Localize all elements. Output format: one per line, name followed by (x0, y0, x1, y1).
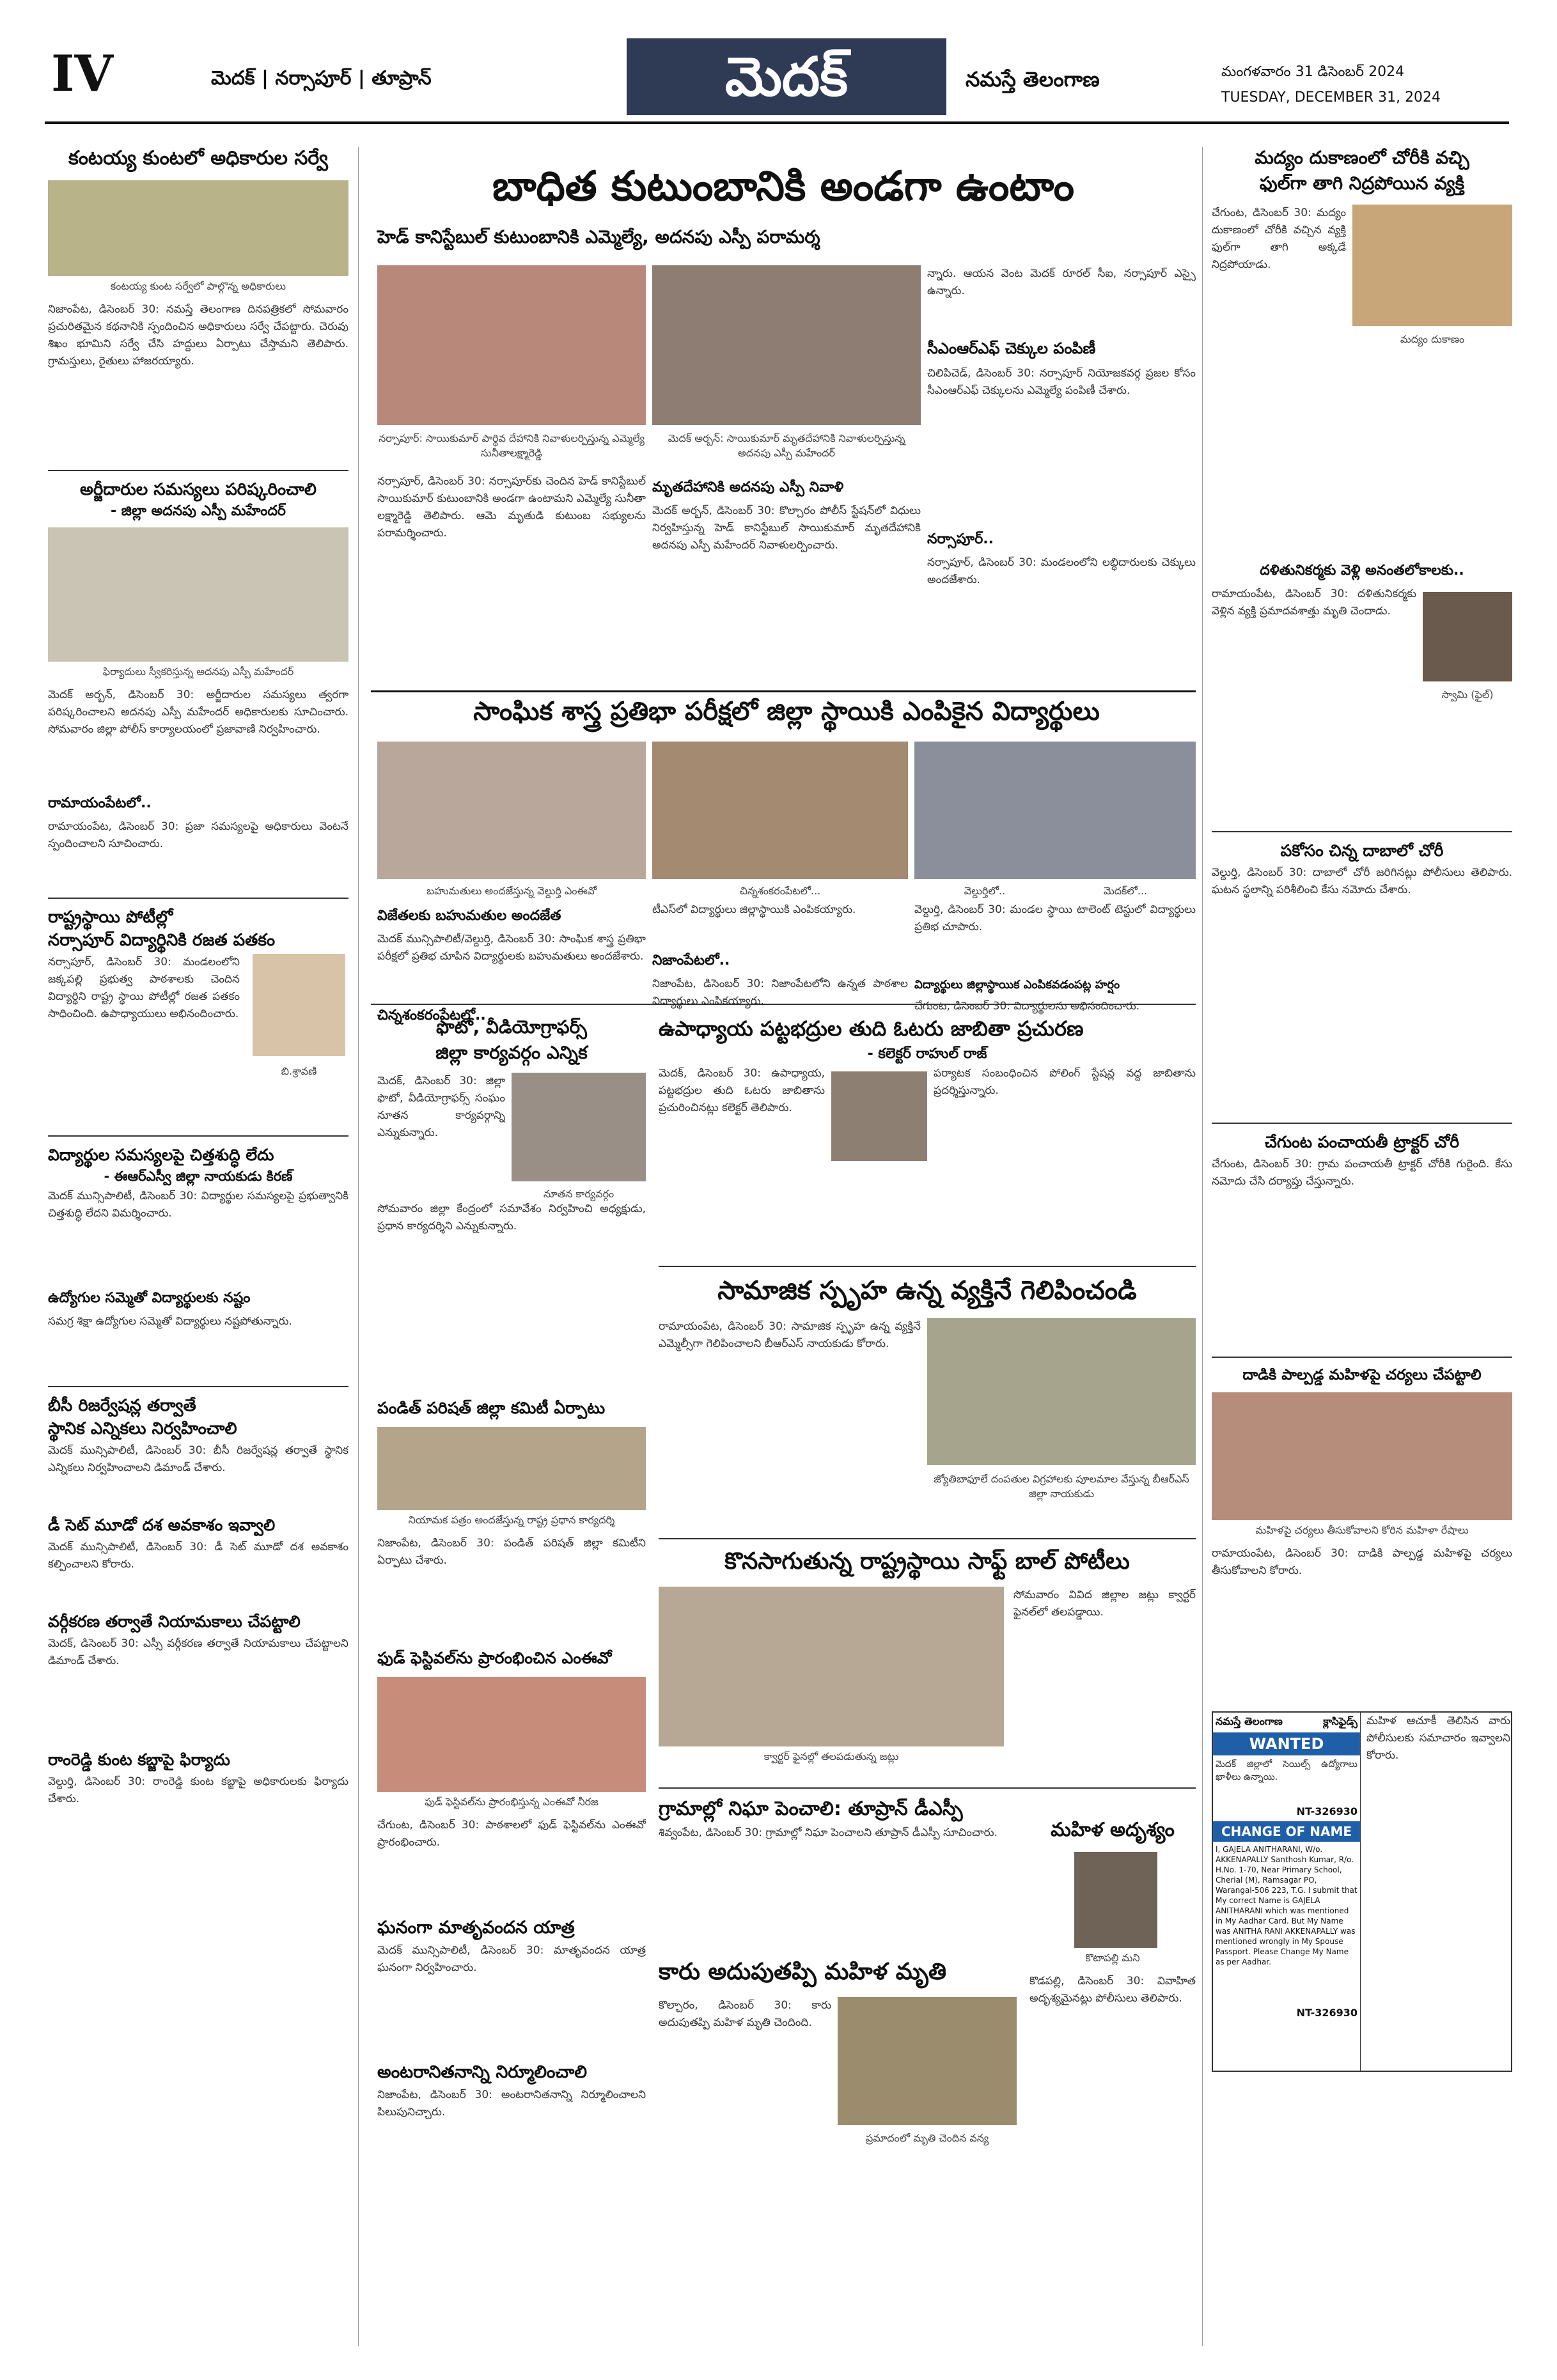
ad-brand: నమస్తే తెలంగాణ (1216, 1715, 1283, 1727)
ad-phone: NT-326930 (1296, 1805, 1357, 1817)
date-english: TUESDAY, DECEMBER 31, 2024 (1221, 89, 1441, 105)
article-headline: వర్గీకరణ తర్వాతే నియామకాలు చేపట్టాలి (48, 1612, 301, 1631)
liquor-shop-photo (1352, 205, 1512, 326)
article-body: సమగ్ర శిక్షా ఉద్యోగుల సమ్మెతో విద్యార్థులు నష్టపోతున్నారు. (48, 1315, 292, 1328)
article-body: నిజాంపేట, డిసెంబర్ 30: అంటరానితనాన్ని నిర్మూలించాలని పిలుపునిచ్చారు. (377, 2088, 646, 2119)
article-body: కొడపల్లి, డిసెంబర్ 30: వివాహిత అదృశ్యమైనట్లు పోలీసులు తెలిపారు. (1029, 1975, 1196, 2005)
article-headline: పండిత్ పరిషత్ జిల్లా కమిటీ ఏర్పాటు (377, 1399, 606, 1417)
ad-change-text: I, GAJELA ANITHARANI, W/o. AKKENAPALLY Santhosh Kumar, R/o. H.No. 1-70, Near Primary School, Cherial (M), Ramsagar PO, Warangal-506 223, T.G. I submit that My correct Name is GAJELA ANITHARANI which was mentioned in My Aadhar Card. But My Name was ANITHA RANI AKKENAPALLY was mentioned wrongly in My Spouse Passport. Please Change My Name as per Aadhar. (1216, 1845, 1357, 1966)
article-byline: - జిల్లా అదనపు ఎస్పీ మహేందర్ (111, 503, 286, 519)
photo-caption: బహుమతులు అందజేస్తున్న వెల్దుర్తి ఎంఈవో (426, 885, 597, 897)
center-top (371, 163, 1196, 258)
article-body: చేగుంట, డిసెంబర్ 30: విద్యార్థులను అభినందించారు. (914, 1000, 1140, 1013)
article-body: మెదక్, డిసెంబర్ 30: జిల్లా ఫొటో, వీడియోగ్రాఫర్స్ సంఘం నూతన కార్యవర్గాన్ని ఎన్నుకున్నారు. (377, 1075, 505, 1139)
photo-caption: ప్రమాదంలో మృతి చెందిన వన్య (865, 2132, 989, 2144)
article-headline: నర్సాపూర్ విద్యార్థినికి రజత పతకం (48, 931, 276, 950)
photo-caption: కంటయ్య కుంట సర్వేలో పాల్గొన్న అధికారులు (110, 280, 286, 292)
article-headline: ఉపాధ్యాయ పట్టభద్రుల తుది ఓటరు జాబితా ప్రచురణ (659, 1016, 1084, 1041)
article-byline: - ఈఆర్ఎస్వీ జిల్లా నాయకుడు కిరణ్ (104, 1169, 293, 1184)
article-body: వెల్దుర్తి, డిసెంబర్ 30: దాబాలో చోరీ జరిగినట్లు పోలీసులు తెలిపారు. ఘటన స్థలాన్ని పరిశీలించి కేసు నమోదు చేశారు. (1212, 866, 1512, 896)
photo-caption: నూతన కార్యవర్గం (543, 1188, 614, 1200)
lead-headline: బాధిత కుటుంబానికి అండగా ఉంటాం (492, 163, 1075, 210)
ad-body: మెదక్ జిల్లాలో సెయిల్స్ ఉద్యోగాలు ఖాళీలు ఉన్నాయి. (1216, 1759, 1357, 1782)
photo-caption: చిన్నశంకరంపేటలో... (739, 885, 821, 897)
article-body: మెదక్ మున్సిపాలిటీ, డిసెంబర్ 30: డీ సెట్ మూడో దశ అవకాశం కల్పించాలని కోరారు. (48, 1541, 348, 1571)
column-divider (1202, 147, 1203, 2346)
article-body: నిజాంపేట, డిసెంబర్ 30: పండిత్ పరిషత్ జిల్లా కమిటీని ఏర్పాటు చేశారు. (377, 1537, 646, 1567)
article-headline: రాష్ట్రస్థాయి పోటీల్లో (48, 908, 173, 927)
ad-change-of-name: CHANGE OF NAME (1213, 1821, 1360, 1842)
missing-woman-photo (1074, 1852, 1157, 1948)
newspaper-brand: నమస్తే తెలంగాణ (966, 67, 1100, 91)
article-headline: కంటయ్య కుంటలో అధికారుల సర్వే (68, 147, 328, 169)
section-subhead: విజేతలకు బహుమతుల అందజేత (377, 908, 561, 924)
committee-photo (512, 1073, 646, 1181)
article-body: చేగుంట, డిసెంబర్ 30: పాఠశాలలో ఫుడ్ ఫెస్టివల్‌ను ఎంఈవో ప్రారంభించారు. (377, 1819, 646, 1849)
article-body: టీఎస్‌లో విద్యార్థులు జిల్లాస్థాయికి ఎంపికయ్యారు. (652, 903, 856, 916)
article-body: మహిళ ఆచూకీ తెలిసిన వారు పోలీసులకు సమాచారం ఇవ్వాలని కోరారు. (1366, 1715, 1510, 1762)
photo-caption: నియామక పత్రం అందజేస్తున్న రాష్ట్ర ప్రధాన కార్యదర్శి (408, 1514, 615, 1526)
statue-photo (927, 1318, 1196, 1465)
article-body: శివ్వంపేట, డిసెంబర్ 30: గ్రామాల్లో నిఘా పెంచాలని తూప్రాన్ డీఎస్పీ సూచించారు. (659, 1826, 998, 1839)
photo-caption: బి.శ్రావణి (281, 1065, 317, 1077)
article-headline: ఫుడ్ ఫెస్టివల్‌ను ప్రారంభించిన ఎంఈవో (377, 1649, 612, 1667)
ad-tag: క్లాసిఫైడ్స్ (1323, 1715, 1357, 1727)
date-telugu: మంగళవారం 31 డిసెంబర్ 2024 (1221, 64, 1405, 80)
article-headline: ఘనంగా మాతృవందన యాత్ర (377, 1918, 575, 1938)
women-protest-photo (1212, 1392, 1512, 1520)
article-body: నర్సాపూర్, డిసెంబర్ 30: నర్సాపూర్‌కు చెందిన హెడ్ కానిస్టేబుల్ సాయికుమార్ కుటుంబానికి అండగా ఉంటామని ఎమ్మెల్యే సునీతా లక్ష్మారెడ్డి తెలిపారు. ఆమె మృతుడి కుటుంబ సభ్యులను పరామర్శించారు. (377, 475, 646, 540)
article-body: నిజాంపేట, డిసెంబర్ 30: నమస్తే తెలంగాణ దినపత్రికలో సోమవారం ప్రచురితమైన కథనానికి స్పందించిన అధికారులు సర్వే చేపట్టారు. చెరువు శిఖం భూమిని సర్వే చేసి హద్దులు ఏర్పాటు చేస్తామని తెలిపారు. గ్రామస్తులు, రైతులు హాజరయ్యారు. (48, 303, 348, 368)
section-headline: సాంఘిక శాస్త్ర ప్రతిభా పరీక్షలో జిల్లా స్థాయికి ఎంపికైన విద్యార్థులు (473, 697, 1100, 726)
article-body: మెదక్, డిసెంబర్ 30: ఉపాధ్యాయ, పట్టభద్రుల తుది ఓటరు జాబితాను ప్రచురించినట్లు కలెక్టర్ తెలిపారు. (659, 1067, 825, 1114)
district-title: మెదక్ (627, 38, 946, 115)
article-body: న్నారు. ఆయన వెంట మెదక్ రూరల్ సీఐ, నర్సాపూర్ ఎస్సై ఉన్నారు. (927, 267, 1196, 297)
left-column (48, 147, 348, 1850)
page-number: IV (51, 45, 114, 103)
prize-photo-3 (914, 742, 1196, 879)
photo-caption: జ్యోతిబాఫూలే దంపతుల విగ్రహాలకు పూలమాల వేస్తున్న బీఆర్ఎస్ జిల్లా నాయకుడు (934, 1473, 1189, 1500)
article-headline: డీ సెట్ మూడో దశ అవకాశం ఇవ్వాలి (48, 1516, 276, 1534)
right-column (1212, 147, 1512, 2072)
article-body: చిలిపిచెడ్, డిసెంబర్ 30: నర్సాపూర్ నియోజకవర్గ ప్రజల కోసం సీఎంఆర్ఎఫ్ చెక్కులను ఎమ్మెల్యే పంపిణీ చేశారు. (927, 367, 1196, 397)
article-headline: బీసీ రిజర్వేషన్ల తర్వాతే (48, 1396, 196, 1415)
article-headline: మహిళ అదృశ్యం (1051, 1819, 1175, 1841)
photo-caption: ఫిర్యాదులు స్వీకరిస్తున్న అదనపు ఎస్పీ మహేందర్ (102, 665, 294, 678)
photo-caption: మెదక్‌లో... (1103, 885, 1148, 897)
article-headline: ఫుల్‌గా తాగి నిద్రపోయిన వ్యక్తి (1259, 173, 1465, 194)
section-subhead: ఉద్యోగుల సమ్మెతో విద్యార్థులకు నష్టం (48, 1290, 251, 1306)
article-body: సోమవారం వివిద జిల్లాల జట్లు క్వార్టర్ ఫైనల్‌లో తలపడ్డాయి. (1013, 1589, 1196, 1619)
grievance-photo (48, 527, 348, 662)
article-body: చేగుంట, డిసెంబర్ 30: మద్యం దుకాణంలో చోరీకి వచ్చిన వ్యక్తి ఫుల్‌గా తాగి అక్కడే నిద్రపోయాడు. (1212, 206, 1346, 271)
food-festival-photo (377, 1677, 646, 1792)
article-headline: చేగుంట పంచాయతీ ట్రాక్టర్ చోరీ (1264, 1133, 1460, 1151)
article-body: మెదక్ అర్బన్, డిసెంబర్ 30: కొల్చారం పోలీస్ స్టేషన్‌లో విధులు నిర్వహిస్తున్న హెడ్ కానిస్టేబుల్ సాయికుమార్ మృతదేహానికి అదనపు ఎస్పీ మహేందర్ నివాళులర్పించారు. (652, 504, 921, 552)
article-body: పర్యాటక సంబంధించిన పోలింగ్ స్టేషన్ల వద్ద జాబితాను ప్రదర్శిస్తున్నారు. (934, 1067, 1196, 1097)
article-headline: ఫొటో, వీడియోగ్రాఫర్స్ (436, 1016, 587, 1038)
survey-photo (48, 180, 348, 276)
article-body: నర్సాపూర్, డిసెంబర్ 30: మండలంలోని జక్కపల్లి ప్రభుత్వ పాఠశాలకు చెందిన విద్యార్థిని రాష్ట్ర స్థాయి పోటీల్లో రజత పతకం సాధించింది. ఉపాధ్యాయులు అభినందించారు. (48, 956, 240, 1020)
ad-id: NT-326930 (1296, 2007, 1357, 2019)
article-headline: మద్యం దుకాణంలో చోరీకి వచ్చి (1255, 147, 1469, 168)
article-body: రామాయంపేట, డిసెంబర్ 30: ప్రజా సమస్యలపై అధికారులు వెంటనే స్పందించాలని సూచించారు. (48, 820, 348, 850)
pandit-photo (377, 1427, 646, 1510)
deceased-photo (1423, 592, 1512, 681)
article-body: రామాయంపేట, డిసెంబర్ 30: దాడికి పాల్పడ్డ మహిళపై చర్యలు తీసుకోవాలని కోరారు. (1212, 1547, 1512, 1577)
article-body: మెదక్ మున్సిపాలిటీ, డిసెంబర్ 30: బీసీ రిజర్వేషన్ల తర్వాతే స్థానిక ఎన్నికలు నిర్వహించాలని డిమాండ్ చేశారు. (48, 1444, 348, 1474)
photo-caption: మద్యం దుకాణం (1400, 333, 1465, 345)
lead-photo-2 (652, 265, 921, 425)
article-headline: కొనసాగుతున్న రాష్ట్రస్థాయి సాఫ్ట్ బాల్ పోటీలు (724, 1548, 1130, 1575)
article-byline: - కలెక్టర్ రాహుల్ రాజ్ (867, 1046, 987, 1062)
classified-ad (1212, 1711, 1512, 2072)
lead-photo-1 (377, 265, 646, 425)
prize-photo-2 (652, 742, 908, 879)
photo-caption: స్వామి (ఫైల్) (1441, 688, 1494, 701)
masthead (45, 32, 1509, 124)
article-body: మెదక్ మున్సిపాలిటీ/వెల్దుర్తి, డిసెంబర్ 30: సాంఘిక శాస్త్ర ప్రతిభా పరీక్షలో ప్రతిభ చూపిన విద్యార్థులకు బహుమతులు అందజేశారు. (377, 933, 646, 963)
article-body: వెల్దుర్తి, డిసెంబర్ 30: మండల స్థాయి టాలెంట్ టెస్టులో విద్యార్థులు ప్రతిభ చూపారు. (914, 903, 1196, 933)
section-subhead: రామాయంపేటలో.. (48, 795, 152, 811)
article-headline: కారు అదుపుతప్పి మహిళ మృతి (659, 1959, 946, 1985)
photo-caption: మెదక్ అర్బన్: సాయికుమార్ మృతదేహానికి నివాళులర్పిస్తున్న అదనపు ఎస్పీ మహేందర్ (668, 432, 905, 459)
article-body: మెదక్ అర్బన్, డిసెంబర్ 30: అర్జీదారుల సమస్యలు త్వరగా పరిష్కరించాలని అదనపు ఎస్పీ మహేందర్ అధికారులకు సూచించారు. సోమవారం జిల్లా పోలీస్ కార్యాలయంలో ప్రజావాణి నిర్వహించారు. (48, 688, 348, 736)
section-subhead: నిజాంపేటలో.. (652, 953, 730, 968)
student-portrait (253, 954, 345, 1056)
article-headline: రాంరెడ్డి కుంట కబ్జాపై ఫిర్యాదు (48, 1750, 230, 1769)
article-headline: పకోసం చిన్న దాబాలో చోరీ (1280, 841, 1444, 860)
article-body: సోమవారం జిల్లా కేంద్రంలో సమావేశం నిర్వహించి అధ్యక్షుడు, ప్రధాన కార్యదర్శిని ఎన్నుకున్నారు. (377, 1202, 646, 1233)
article-body: మెదక్ మున్సిపాలిటీ, డిసెంబర్ 30: మాతృవందన యాత్ర ఘనంగా నిర్వహించారు. (377, 1944, 646, 1974)
column-divider (358, 147, 359, 2346)
article-body: రామాయంపేట, డిసెంబర్ 30: సామాజిక స్పృహ ఉన్న వ్యక్తినే ఎమ్మెల్సీగా గెలిపించాలని బీఆర్ఎస్ నాయకుడు కోరారు. (659, 1320, 921, 1350)
article-body: నర్సాపూర్, డిసెంబర్ 30: మండలంలోని లబ్ధిదారులకు చెక్కులు అందజేశారు. (927, 556, 1196, 586)
photo-caption: వెల్దుర్తిలో.. (964, 885, 1006, 897)
article-headline: దాడికి పాల్పడ్డ మహిళపై చర్యలు చేపట్టాలి (1242, 1367, 1482, 1383)
article-headline: అంటరానితనాన్ని నిర్మూలించాలి (377, 2062, 588, 2082)
article-headline: సీఎంఆర్ఎఫ్ చెక్కుల పంపిణీ (927, 339, 1096, 357)
section-subhead: విద్యార్థులు జిల్లాస్థాయిక ఎంపికవడంపట్ల హర్షం (914, 978, 1120, 992)
photo-caption: నర్సాపూర్: సాయికుమార్ పార్థివ దేహానికి నివాళులర్పిస్తున్న ఎమ్మెల్యే సునీతాలక్ష్మారెడ్డి (379, 432, 645, 459)
collector-photo (831, 1071, 927, 1161)
article-headline: అర్జీదారుల సమస్యలు పరిష్కరించాలి (80, 480, 317, 499)
ad-wanted: WANTED (1213, 1732, 1360, 1755)
photo-caption: మహిళపై చర్యలు తీసుకోవాలని కోరిన మహిళా రేషాలు (1255, 1524, 1469, 1536)
article-body: వెల్దుర్తి, డిసెంబర్ 30: రాంరెడ్డి కుంట కబ్జాపై అధికారులకు ఫిర్యాదు చేశారు. (48, 1775, 348, 1805)
section-subhead: చిన్నశంకరంపేటలో.. (377, 1007, 486, 1023)
photo-caption: క్వార్టర్ ఫైనల్లో తలపడుతున్న జట్లు (763, 1750, 899, 1762)
article-body: మెదక్ మున్సిపాలిటీ, డిసెంబర్ 30: విద్యార్థుల సమస్యలపై ప్రభుత్వానికి చిత్తశుద్ధి లేదని విమర్శించారు. (48, 1190, 348, 1220)
article-headline: సామాజిక స్పృహ ఉన్న వ్యక్తినే గెలిపించండి (717, 1276, 1137, 1305)
accident-photo (838, 1997, 1017, 2125)
prize-photo-1 (377, 742, 646, 879)
article-body: నిజాంపేట, డిసెంబర్ 30: నిజాంపేటలోని ఉన్నత పాఠశాల విద్యార్థులు ఎంపికయ్యారు. (652, 977, 908, 1007)
article-headline: జిల్లా కార్యవర్గం ఎన్నిక (435, 1042, 588, 1063)
section-subhead: నర్సాపూర్.. (927, 531, 994, 547)
softball-photo (659, 1587, 1004, 1746)
article-headline: గ్రామాల్లో నిఘా పెంచాలి: తూప్రాన్ డీఎస్పీ (659, 1798, 963, 1820)
article-headline: విద్యార్థుల సమస్యలపై చిత్తశుద్ధి లేదు (48, 1146, 274, 1164)
lead-subhead: హెడ్ కానిస్టేబుల్ కుటుంబానికి ఎమ్మెల్యే, అదనపు ఎస్పీ పరామర్శ (377, 226, 820, 247)
section-subhead: దళితునికర్మకు వెళ్లి అనంతలోకాలకు.. (1260, 563, 1464, 579)
article-headline: స్థానిక ఎన్నికలు నిర్వహించాలి (48, 1419, 237, 1438)
section-breadcrumb: మెదక్ | నర్సాపూర్ | తూప్రాన్ (211, 67, 432, 89)
section-subhead: మృతదేహానికి అదనపు ఎస్పీ నివాళి (652, 479, 844, 495)
article-body: రామాయంపేట, డిసెంబర్ 30: దళితునికర్మకు వెళ్లిన వ్యక్తి ప్రమాదవశాత్తు మృతి చెందాడు. (1212, 587, 1416, 618)
photo-caption: ఫుడ్ ఫెస్టివల్‌ను ప్రారంభిస్తున్న ఎంఈవో నీరజ (425, 1796, 599, 1808)
photo-caption: కొటాపల్లి మని (1085, 1952, 1140, 1964)
article-body: చేగుంట, డిసెంబర్ 30: గ్రామ పంచాయతీ ట్రాక్టర్ చోరీకి గురైంది. కేసు నమోదు చేసి దర్యాప్తు చేస్తున్నారు. (1212, 1158, 1512, 1188)
article-body: కొల్చారం, డిసెంబర్ 30: కారు అదుపుతప్పి మహిళ మృతి చెందింది. (659, 1999, 831, 2029)
article-body: మెదక్, డిసెంబర్ 30: ఎస్సీ వర్గీకరణ తర్వాతే నియామకాలు చేపట్టాలని డిమాండ్ చేశారు. (48, 1637, 348, 1667)
